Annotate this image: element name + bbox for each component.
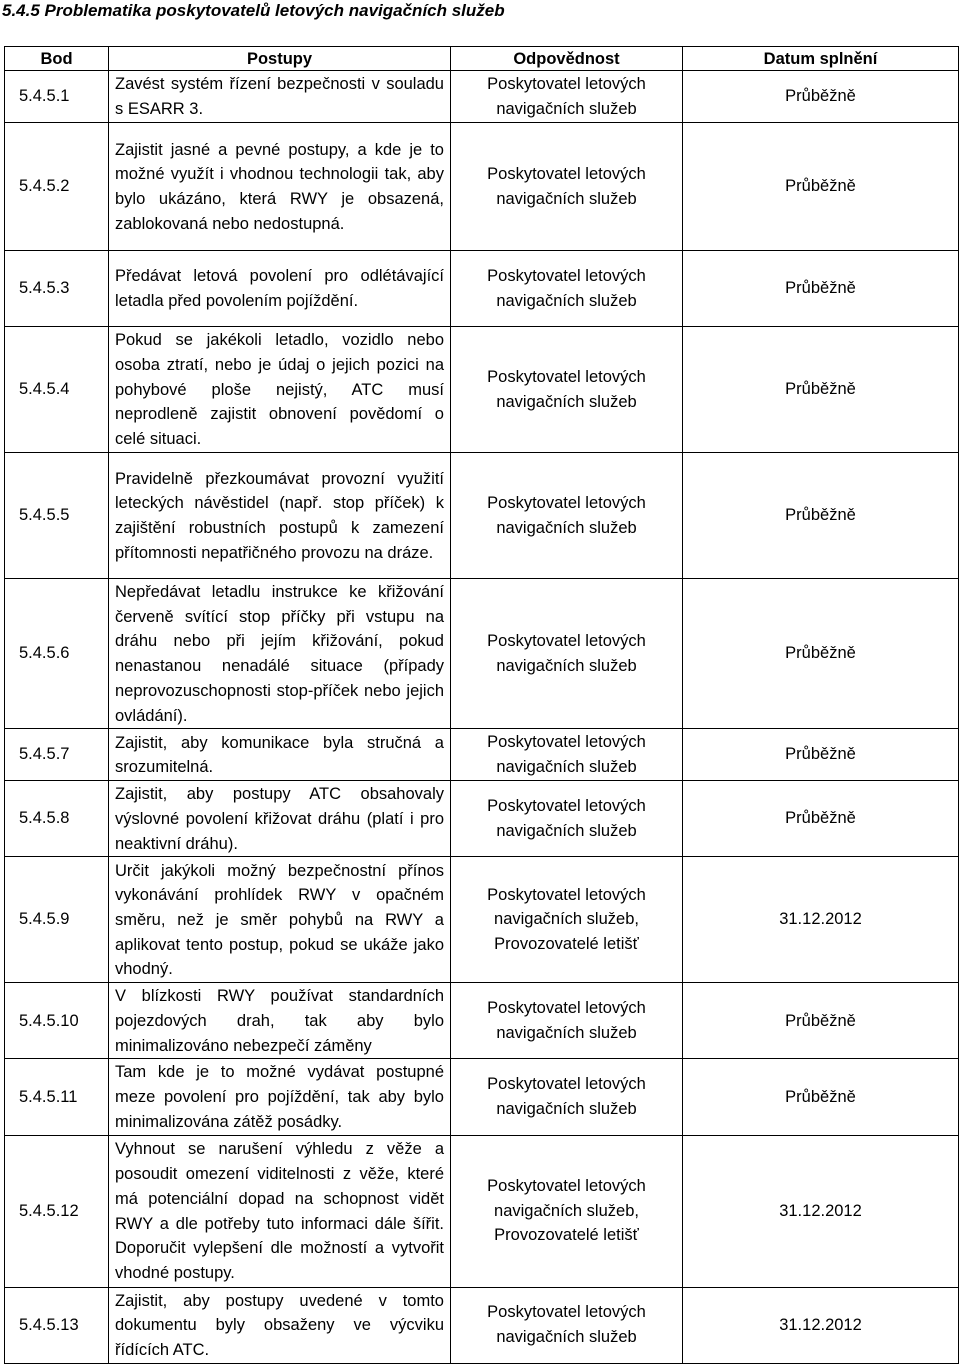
cell-odpovednost: Poskytovatel letových navigačních služeb xyxy=(451,251,683,327)
cell-odpovednost: Poskytovatel letových navigačních služeb xyxy=(451,579,683,729)
cell-datum: Průběžně xyxy=(683,983,959,1059)
cell-odpovednost: Poskytovatel letových navigačních služeb xyxy=(451,983,683,1059)
cell-bod: 5.4.5.7 xyxy=(5,729,109,781)
section-heading: 5.4.5 Problematika poskytovatelů letových navigačních služeb xyxy=(2,1,505,20)
cell-bod: 5.4.5.1 xyxy=(5,71,109,123)
cell-odpovednost: Poskytovatel letových navigačních služeb xyxy=(451,729,683,781)
cell-odpovednost: Poskytovatel letových navigačních služeb xyxy=(451,453,683,579)
measures-table xyxy=(4,46,959,1364)
cell-datum: Průběžně xyxy=(683,729,959,781)
table-row xyxy=(5,123,959,251)
table-row xyxy=(5,983,959,1059)
cell-datum: Průběžně xyxy=(683,579,959,729)
cell-datum: 31.12.2012 xyxy=(683,857,959,983)
cell-odpovednost: Poskytovatel letových navigačních služeb xyxy=(451,327,683,453)
cell-odpovednost: Poskytovatel letových navigačních služeb xyxy=(451,123,683,251)
cell-postup: V blízkosti RWY používat standardních pojezdových drah, tak aby bylo minimalizováno nebezpečí záměny xyxy=(109,983,451,1059)
table-row xyxy=(5,1059,959,1135)
header-datum-splneni: Datum splnění xyxy=(683,47,959,71)
cell-bod: 5.4.5.5 xyxy=(5,453,109,579)
cell-postup: Zajistit, aby komunikace byla stručná a srozumitelná. xyxy=(109,729,451,781)
cell-datum: Průběžně xyxy=(683,71,959,123)
cell-bod: 5.4.5.11 xyxy=(5,1059,109,1135)
cell-postup: Zajistit, aby postupy ATC obsahovaly výslovné povolení křižovat dráhu (platí i pro neaktivní dráhu). xyxy=(109,781,451,857)
cell-odpovednost: Poskytovatel letových navigačních služeb xyxy=(451,1287,683,1363)
table-row xyxy=(5,579,959,729)
header-postupy: Postupy xyxy=(109,47,451,71)
cell-odpovednost: Poskytovatel letových navigačních služeb xyxy=(451,1059,683,1135)
table-row xyxy=(5,327,959,453)
table-row xyxy=(5,729,959,781)
cell-bod: 5.4.5.10 xyxy=(5,983,109,1059)
cell-odpovednost: Poskytovatel letových navigačních služeb, Provozovatelé letišť xyxy=(451,857,683,983)
cell-bod: 5.4.5.12 xyxy=(5,1135,109,1287)
table-row xyxy=(5,251,959,327)
cell-odpovednost: Poskytovatel letových navigačních služeb xyxy=(451,71,683,123)
header-odpovednost: Odpovědnost xyxy=(451,47,683,71)
table-row xyxy=(5,71,959,123)
cell-postup: Zajistit jasné a pevné postupy, a kde je to možné využít i vhodnou technologii tak, aby bylo ukázáno, která RWY je obsazená, zablokovaná nebo nedostupná. xyxy=(109,123,451,251)
cell-datum: Průběžně xyxy=(683,327,959,453)
table-row xyxy=(5,1287,959,1363)
table-row xyxy=(5,1135,959,1287)
cell-datum: Průběžně xyxy=(683,123,959,251)
cell-bod: 5.4.5.9 xyxy=(5,857,109,983)
cell-odpovednost: Poskytovatel letových navigačních služeb, Provozovatelé letišť xyxy=(451,1135,683,1287)
cell-datum: Průběžně xyxy=(683,251,959,327)
cell-bod: 5.4.5.8 xyxy=(5,781,109,857)
cell-datum: 31.12.2012 xyxy=(683,1287,959,1363)
cell-datum: Průběžně xyxy=(683,453,959,579)
cell-postup: Pravidelně přezkoumávat provozní využití leteckých návěstidel (např. stop příček) k zajištění robustních postupů k zamezení přítomnosti nepatřičného provozu na dráze. xyxy=(109,453,451,579)
table-row xyxy=(5,781,959,857)
cell-bod: 5.4.5.13 xyxy=(5,1287,109,1363)
cell-bod: 5.4.5.3 xyxy=(5,251,109,327)
cell-postup: Vyhnout se narušení výhledu z věže a posoudit omezení viditelnosti z věže, které má potenciální dopad na schopnost vidět RWY a dle potřeby tuto informaci dále šířit. Doporučit vylepšení dle možností a vytvořit vhodné postupy. xyxy=(109,1135,451,1287)
cell-postup: Určit jakýkoli možný bezpečnostní přínos vykonávání prohlídek RWY v opačném směru, než je směr pohybů na RWY a aplikovat tento postup, pokud se ukáže jako vhodný. xyxy=(109,857,451,983)
cell-postup: Tam kde je to možné vydávat postupné meze povolení pro pojíždění, tak aby bylo minimalizována zátěž posádky. xyxy=(109,1059,451,1135)
cell-postup: Předávat letová povolení pro odlétávající letadla před povolením pojíždění. xyxy=(109,251,451,327)
cell-bod: 5.4.5.2 xyxy=(5,123,109,251)
cell-datum: 31.12.2012 xyxy=(683,1135,959,1287)
cell-bod: 5.4.5.4 xyxy=(5,327,109,453)
table-row xyxy=(5,453,959,579)
cell-bod: 5.4.5.6 xyxy=(5,579,109,729)
cell-postup: Zavést systém řízení bezpečnosti v souladu s ESARR 3. xyxy=(109,71,451,123)
table-header-row xyxy=(5,47,959,71)
header-bod: Bod xyxy=(5,47,109,71)
cell-postup: Pokud se jakékoli letadlo, vozidlo nebo osoba ztratí, nebo je údaj o jejich pozici na pohybové ploše nejistý, ATC musí neprodleně zajistit obnovení povědomí o celé situaci. xyxy=(109,327,451,453)
cell-postup: Nepředávat letadlu instrukce ke křižování červeně svítící stop příčky při vstupu na dráhu nebo při jejím křižování, pokud nenastanou nenadálé situace (případy neprovozuschopnosti stop-příček nebo jejich ovládání). xyxy=(109,579,451,729)
cell-datum: Průběžně xyxy=(683,781,959,857)
cell-datum: Průběžně xyxy=(683,1059,959,1135)
cell-odpovednost: Poskytovatel letových navigačních služeb xyxy=(451,781,683,857)
cell-postup: Zajistit, aby postupy uvedené v tomto dokumentu byly obsaženy ve výcviku řídících ATC. xyxy=(109,1287,451,1363)
table-row xyxy=(5,857,959,983)
